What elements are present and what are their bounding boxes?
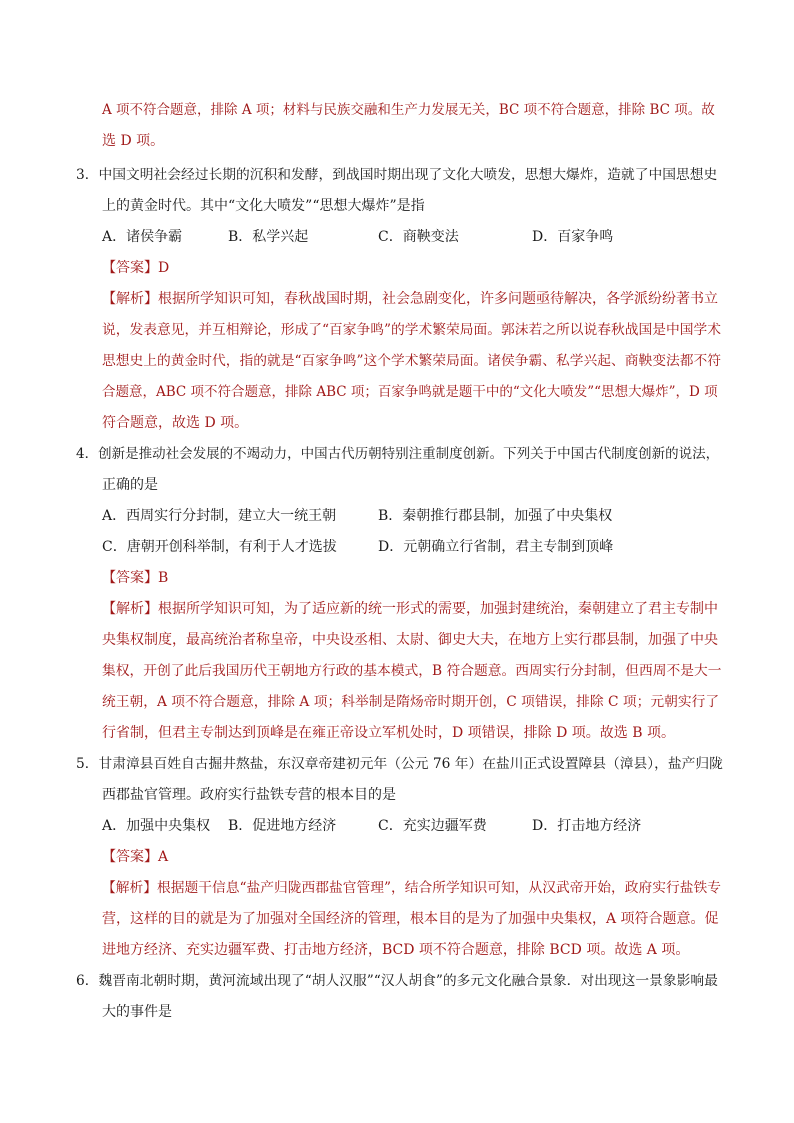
q4-option-c: C．唐朝开创科举制，有利于人才选拔 xyxy=(102,539,337,555)
q4-answer: 【答案】B xyxy=(102,570,169,586)
q3-option-b: B．私学兴起 xyxy=(228,229,309,245)
q3-option-d: D．百家争鸣 xyxy=(532,229,614,245)
q3-stem-line-2: 上的黄金时代。其中“文化大喷发”“思想大爆炸”是指 xyxy=(102,198,425,214)
q4-stem-line-1: 4．创新是推动社会发展的不竭动力，中国古代历朝特别注重制度创新。下列关于中国古代制度创新的说法， xyxy=(76,446,720,462)
q3-analysis-line-5: 符合题意，故选 D 项。 xyxy=(102,415,249,431)
q3-analysis-line-4: 合题意，ABC 项不符合题意，排除 ABC 项；百家争鸣就是题干中的“文化大喷发”“思想大爆炸”，D 项 xyxy=(102,384,718,400)
q4-analysis-line-5: 行省制，但君主专制达到顶峰是在雍正帝设立军机处时，D 项错误，排除 D 项。故选 B 项。 xyxy=(102,725,675,741)
q4-analysis-line-3: 集权，开创了此后我国历代王朝地方行政的基本模式，B 符合题意。西周实行分封制，但西周不是大一 xyxy=(102,663,722,679)
q4-option-a: A．西周实行分封制，建立大一统王朝 xyxy=(102,508,337,524)
q3-answer: 【答案】D xyxy=(102,260,170,276)
q5-analysis-line-1: 【解析】根据题干信息“盐产归陇西郡盐官管理”，结合所学知识可知，从汉武帝开始，政府实行盐铁专 xyxy=(102,880,722,896)
q5-answer: 【答案】A xyxy=(102,849,169,865)
q3-analysis-line-1: 【解析】根据所学知识可知，春秋战国时期，社会急剧变化，许多问题亟待解决，各学派纷纷著书立 xyxy=(102,291,718,307)
q4-analysis-line-4: 统王朝，A 项不符合题意，排除 A 项；科举制是隋炀帝时期开创，C 项错误，排除 C 项；元朝实行了 xyxy=(102,694,720,710)
q5-option-a: A．加强中央集权 xyxy=(102,818,211,834)
q5-analysis-line-2: 营，这样的目的就是为了加强对全国经济的管理，根本目的是为了加强中央集权，A 项符合题意。促 xyxy=(102,911,719,927)
q5-option-c: C．充实边疆军费 xyxy=(378,818,487,834)
q5-analysis-line-3: 进地方经济、充实边疆军费、打击地方经济，BCD 项不符合题意，排除 BCD 项。故选 A 项。 xyxy=(102,942,690,958)
q5-stem-line-1: 5．甘肃漳县百姓自古掘井熬盐，东汉章帝建初元年（公元 76 年）在盐川正式设置障县（漳县），盐产归陇 xyxy=(76,756,723,772)
q4-option-d: D．元朝确立行省制，君主专制到顶峰 xyxy=(378,539,614,555)
q3-analysis-line-2: 说，发表意见，并互相辩论，形成了“百家争鸣”的学术繁荣局面。郭沫若之所以说春秋战国是中国学术 xyxy=(102,322,722,338)
q4-option-b: B．秦朝推行郡县制，加强了中央集权 xyxy=(378,508,613,524)
q6-stem-line-2: 大的事件是 xyxy=(102,1004,172,1020)
q6-stem-line-1: 6．魏晋南北朝时期，黄河流域出现了“胡人汉服”“汉人胡食”的多元文化融合景象．对出现这一景象影响最 xyxy=(76,973,718,989)
q4-analysis-line-2: 央集权制度，最高统治者称皇帝，中央设丞相、太尉、御史大夫，在地方上实行郡县制，加强了中央 xyxy=(102,632,718,648)
q4-analysis-line-1: 【解析】根据所学知识可知，为了适应新的统一形式的需要，加强封建统治，秦朝建立了君主专制中 xyxy=(102,601,718,617)
q3-option-c: C．商鞅变法 xyxy=(378,229,459,245)
q3-option-a: A．诸侯争霸 xyxy=(102,229,183,245)
prev-analysis-line-1: A 项不符合题意，排除 A 项；材料与民族交融和生产力发展无关，BC 项不符合题意，排除 BC 项。故 xyxy=(102,102,715,118)
q5-stem-line-2: 西郡盐官管理。政府实行盐铁专营的根本目的是 xyxy=(102,787,396,803)
q3-analysis-line-3: 思想史上的黄金时代，指的就是“百家争鸣”这个学术繁荣局面。诸侯争霸、私学兴起、商鞅变法都不符 xyxy=(102,353,722,369)
q4-stem-line-2: 正确的是 xyxy=(102,477,158,493)
q5-option-b: B．促进地方经济 xyxy=(228,818,337,834)
q3-stem-line-1: 3．中国文明社会经过长期的沉积和发酵，到战国时期出现了文化大喷发，思想大爆炸，造就了中国思想史 xyxy=(76,167,718,183)
prev-analysis-line-2: 选 D 项。 xyxy=(102,133,165,149)
q5-option-d: D．打击地方经济 xyxy=(532,818,642,834)
